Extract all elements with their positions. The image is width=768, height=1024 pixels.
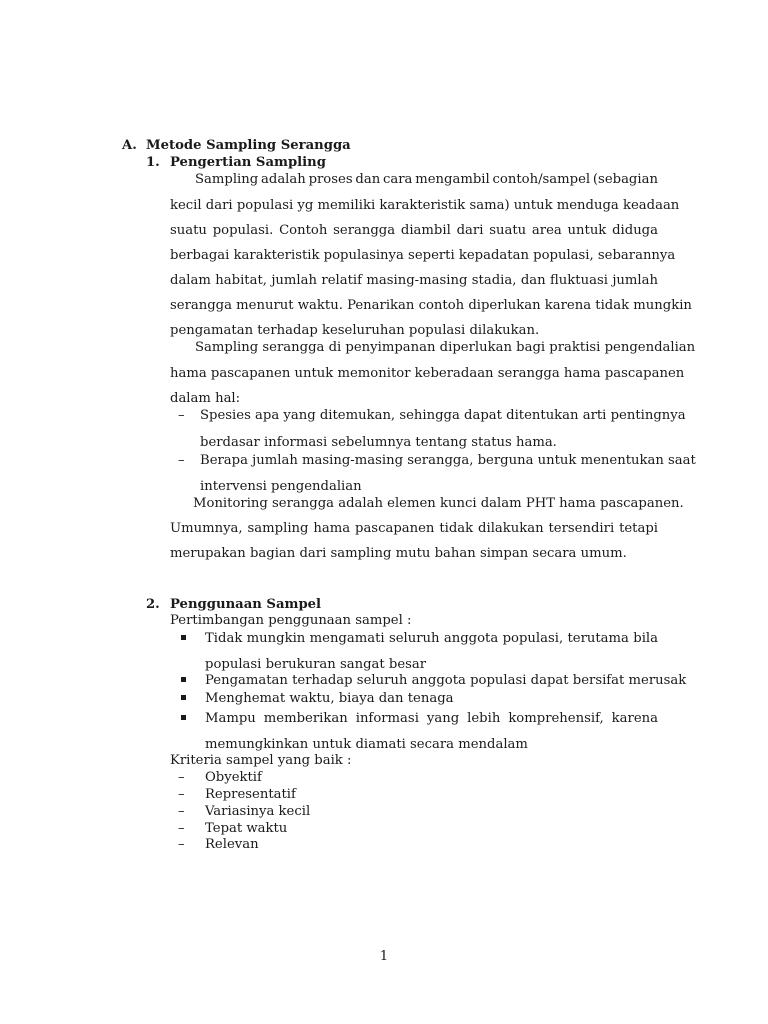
word: adalah [261, 172, 306, 187]
list-item-line: Berapa jumlah masing-masing serangga, berguna untuk menentukan saat [200, 453, 696, 468]
word: contoh/sampel [492, 172, 591, 187]
paragraph-line: berbagai karakteristik populasinya seperti kepadatan populasi, sebarannya [170, 248, 676, 263]
word: proses [308, 172, 353, 187]
word: Sampling [195, 172, 259, 187]
word: (sebagian [592, 172, 658, 187]
paragraph-line [195, 172, 658, 188]
paragraph-line: kecil dari populasi yg memiliki karakteristik sama) untuk menduga keadaan [170, 198, 680, 213]
dash-bullet: – [178, 770, 185, 785]
word: cara [383, 172, 413, 187]
dash-bullet: – [178, 821, 185, 836]
word: mengambil [415, 172, 490, 187]
dash-bullet: – [178, 837, 185, 852]
list-item-line: berdasar informasi sebelumnya tentang status hama. [200, 435, 557, 450]
pertimbangan-label: Pertimbangan penggunaan sampel : [170, 613, 412, 628]
subsection-title: Penggunaan Sampel [170, 597, 322, 612]
section-title: Metode Sampling Serangga [146, 138, 351, 153]
dash-bullet: – [178, 453, 185, 468]
paragraph-line: suatu populasi. Contoh serangga diambil dari suatu area untuk diduga [170, 223, 658, 238]
square-bullet [181, 715, 186, 720]
paragraph-line: Umumnya, sampling hama pascapanen tidak dilakukan tersendiri tetapi [170, 521, 658, 536]
paragraph-line: pengamatan terhadap keseluruhan populasi dilakukan. [170, 323, 540, 338]
list-item-line: populasi berukuran sangat besar [205, 657, 427, 672]
list-item-line: intervensi pengendalian [200, 479, 362, 494]
paragraph-line: Monitoring serangga adalah elemen kunci dalam PHT hama pascapanen. [193, 496, 684, 511]
paragraph-line: serangga menurut waktu. Penarikan contoh diperlukan karena tidak mungkin [170, 298, 692, 313]
subsection-marker: 1. [146, 155, 160, 170]
list-item: Variasinya kecil [205, 804, 311, 819]
list-item: Relevan [205, 837, 259, 852]
subsection-marker: 2. [146, 597, 160, 612]
list-item: Obyektif [205, 770, 262, 785]
list-item-line: Mampu memberikan informasi yang lebih komprehensif, karena [205, 711, 658, 726]
list-item-line: Tidak mungkin mengamati seluruh anggota populasi, terutama bila [205, 631, 658, 646]
dash-bullet: – [178, 787, 185, 802]
page-number: 1 [379, 949, 389, 964]
square-bullet [181, 635, 186, 640]
square-bullet [181, 695, 186, 700]
list-item: Tepat waktu [205, 821, 288, 836]
paragraph-line: Sampling serangga di penyimpanan diperlukan bagi praktisi pengendalian [195, 340, 696, 355]
paragraph-line: hama pascapanen untuk memonitor keberadaan serangga hama pascapanen [170, 366, 685, 381]
section-marker: A. [122, 138, 137, 153]
paragraph-line: merupakan bagian dari sampling mutu bahan simpan secara umum. [170, 546, 627, 561]
kriteria-label: Kriteria sampel yang baik : [170, 753, 352, 768]
paragraph-line: dalam hal: [170, 391, 241, 406]
list-item-line: Pengamatan terhadap seluruh anggota populasi dapat bersifat merusak [205, 673, 687, 688]
list-item: Representatif [205, 787, 296, 802]
subsection-title: Pengertian Sampling [170, 155, 326, 170]
paragraph-line: dalam habitat, jumlah relatif masing-masing stadia, dan fluktuasi jumlah [170, 273, 658, 288]
dash-bullet: – [178, 804, 185, 819]
word: dan [355, 172, 381, 187]
list-item-line: Menghemat waktu, biaya dan tenaga [205, 691, 454, 706]
dash-bullet: – [178, 408, 185, 423]
list-item-line: memungkinkan untuk diamati secara mendalam [205, 737, 528, 752]
square-bullet [181, 677, 186, 682]
list-item-line: Spesies apa yang ditemukan, sehingga dapat ditentukan arti pentingnya [200, 408, 686, 423]
